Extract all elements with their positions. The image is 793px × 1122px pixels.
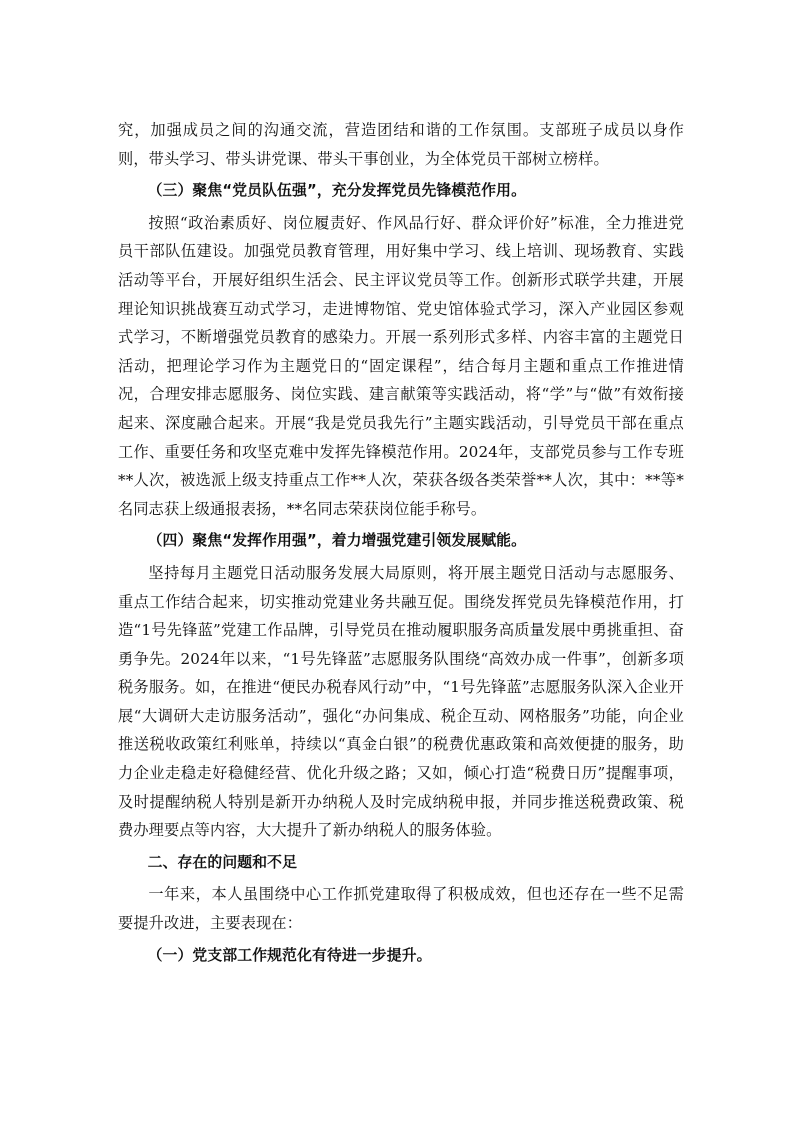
- paragraph-role-playing: 坚持每月主题党日活动服务发展大局原则，将开展主题党日活动与志愿服务、重点工作结合起来，切实推动党建业务共融互促。围绕发挥党员先锋模范作用，打造“1号先锋蓝”党建工作品牌，引导党员在推动履职服务高质量发展中勇挑重担、奋勇争先。2024年以来，“1号先锋蓝”志愿服务队围绕“高效办成一件事”，创新多项税务服务。如，在推进“便民办税春风行动”中，“1号先锋蓝”志愿服务队深入企业开展“大调研大走访服务活动”，强化“办问集成、税企互动、网格服务”功能，向企业推送税收政策红利账单，持续以“真金白银”的税费优惠政策和高效便捷的服务，助力企业走稳走好稳健经营、优化升级之路；又如，倾心打造“税费日历”提醒事项，及时提醒纳税人特别是新开办纳税人及时完成纳税申报，并同步推送税费政策、税费办理要点等内容，大大提升了新办纳税人的服务体验。: [118, 563, 684, 840]
- paragraph-continuation: 究，加强成员之间的沟通交流，营造团结和谐的工作氛围。支部班子成员以身作则，带头学习、带头讲党课、带头干事创业，为全体党员干部树立榜样。: [118, 121, 684, 168]
- section-heading-problems: 二、存在的问题和不足: [147, 853, 298, 871]
- subheading-three: （三）聚焦“党员队伍强”，充分发挥党员先锋模范作用。: [147, 182, 527, 200]
- document-body: [118, 116, 684, 973]
- subheading-four: （四）聚焦“发挥作用强”，着力增强党建引领发展赋能。: [147, 532, 527, 550]
- paragraph-party-member-team: 按照“政治素质好、岗位履责好、作风品行好、群众评价好”标准，全力推进党员干部队伍建设。加强党员教育管理，用好集中学习、线上培训、现场教育、实践活动等平台，开展好组织生活会、民主评议党员等工作。创新形式联学共建，开展理论知识挑战赛互动式学习，走进博物馆、党史馆体验式学习，深入产业园区参观式学习，不断增强党员教育的感染力。开展一系列形式多样、内容丰富的主题党日活动，把理论学习作为主题党日的“固定课程”，结合每月主题和重点工作推进情况，合理安排志愿服务、岗位实践、建言献策等实践活动，将“学”与“做”有效衔接起来、深度融合起来。开展“我是党员我先行”主题实践活动，引导党员干部在重点工作、重要任务和攻坚克难中发挥先锋模范作用。2024年，支部党员参与工作专班**人次，被选派上级支持重点工作**人次，荣获各级各类荣誉**人次，其中：**等*名同志获上级通报表扬，**名同志荣获岗位能手称号。: [118, 213, 684, 518]
- subheading-one: （一）党支部工作规范化有待进一步提升。: [147, 946, 432, 964]
- paragraph-problems-intro: 一年来，本人虽围绕中心工作抓党建取得了积极成效，但也还存在一些不足需要提升改进，主要表现在：: [118, 885, 684, 933]
